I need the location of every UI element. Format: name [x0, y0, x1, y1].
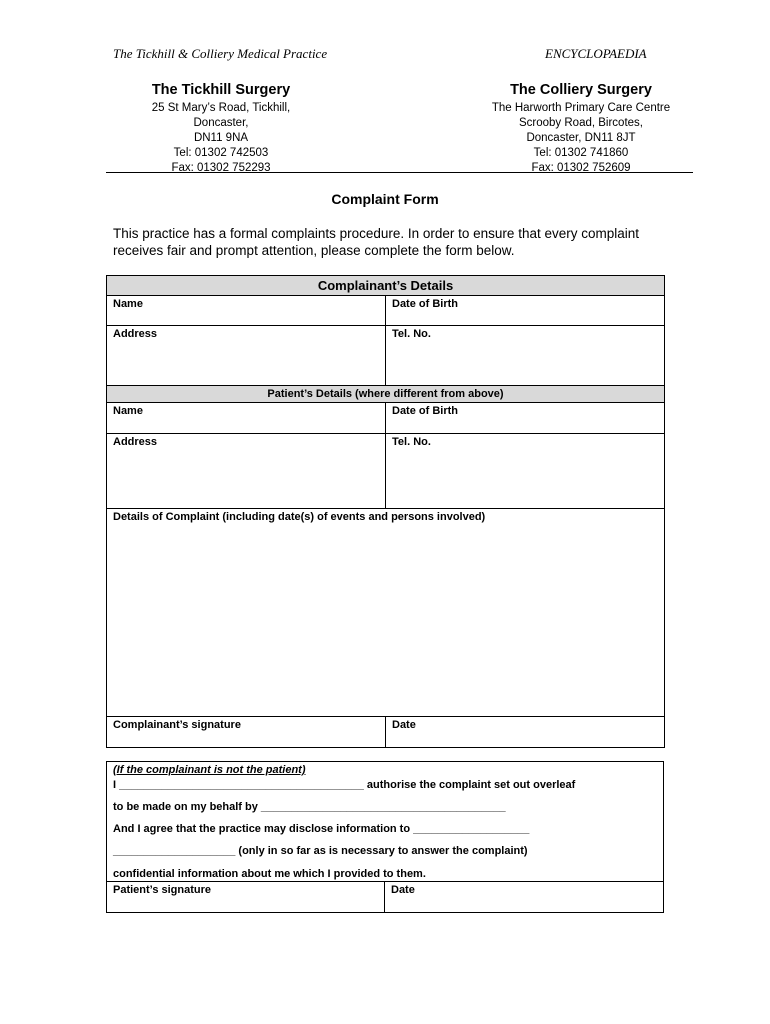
- telephone: Tel: 01302 741860: [533, 147, 629, 159]
- consent-heading: (If the complainant is not the patient): [113, 764, 306, 776]
- form-intro: This practice has a formal complaints procedure. In order to ensure that every complaint receives fair and prompt attention, please complete the form below.: [113, 226, 639, 258]
- patient-name-field[interactable]: Name: [107, 403, 386, 434]
- practice-header: The Tickhill & Colliery Medical Practice: [113, 46, 328, 61]
- confidential-line: confidential information about me which I provided to them.: [113, 868, 426, 880]
- encyclopaedia-header: ENCYCLOPAEDIA: [545, 46, 647, 61]
- patient-signature-field[interactable]: Patient’s signature: [107, 882, 385, 912]
- address-line: 25 St Mary’s Road, Tickhill,: [151, 102, 291, 114]
- complainant-dob-field[interactable]: Date of Birth: [386, 296, 665, 326]
- complainant-signature-field[interactable]: Complainant’s signature: [107, 717, 386, 748]
- patient-details-heading: Patient’s Details (where different from above): [107, 386, 665, 403]
- fax: Fax: 01302 752293: [171, 162, 271, 174]
- disclose-line[interactable]: And I agree that the practice may disclose information to ___________________: [113, 823, 530, 835]
- address-line: The Harworth Primary Care Centre: [491, 102, 671, 114]
- colliery-surgery-block: [466, 79, 696, 176]
- consent-section: [106, 761, 664, 913]
- patient-date-field[interactable]: Date: [391, 884, 415, 896]
- complainant-details-heading: Complainant’s Details: [107, 276, 665, 296]
- necessary-line[interactable]: ____________________ (only in so far as is necessary to answer the complaint): [113, 845, 528, 857]
- patient-tel-field[interactable]: Tel. No.: [386, 434, 665, 509]
- form-title: Complaint Form: [331, 191, 439, 207]
- authorise-line[interactable]: I ________________________________________ authorise the complaint set out overleaf: [113, 779, 576, 791]
- header-divider: [106, 172, 693, 173]
- complainant-tel-field[interactable]: Tel. No.: [386, 326, 665, 386]
- patient-address-field[interactable]: Address: [107, 434, 386, 509]
- fax: Fax: 01302 752609: [531, 162, 631, 174]
- surgery-name: The Colliery Surgery: [510, 82, 652, 98]
- patient-signature-row: [107, 881, 663, 912]
- address-line: Scrooby Road, Bircotes,: [518, 117, 643, 129]
- address-line: Doncaster, DN11 8JT: [526, 132, 636, 144]
- complainant-date-field[interactable]: Date: [386, 717, 665, 748]
- complainant-name-field[interactable]: Name: [107, 296, 386, 326]
- complaint-details-field[interactable]: Details of Complaint (including date(s) of events and persons involved): [107, 509, 665, 717]
- patient-dob-field[interactable]: Date of Birth: [386, 403, 665, 434]
- surgery-name: The Tickhill Surgery: [151, 82, 291, 98]
- postcode: DN11 9NA: [193, 132, 249, 144]
- telephone: Tel: 01302 742503: [173, 147, 269, 159]
- tickhill-surgery-block: [111, 79, 331, 176]
- complainant-address-field[interactable]: Address: [107, 326, 386, 386]
- behalf-line[interactable]: to be made on my behalf by ________________________________________: [113, 801, 506, 813]
- address-line: Doncaster,: [193, 117, 249, 129]
- complaint-form-table: [106, 275, 665, 748]
